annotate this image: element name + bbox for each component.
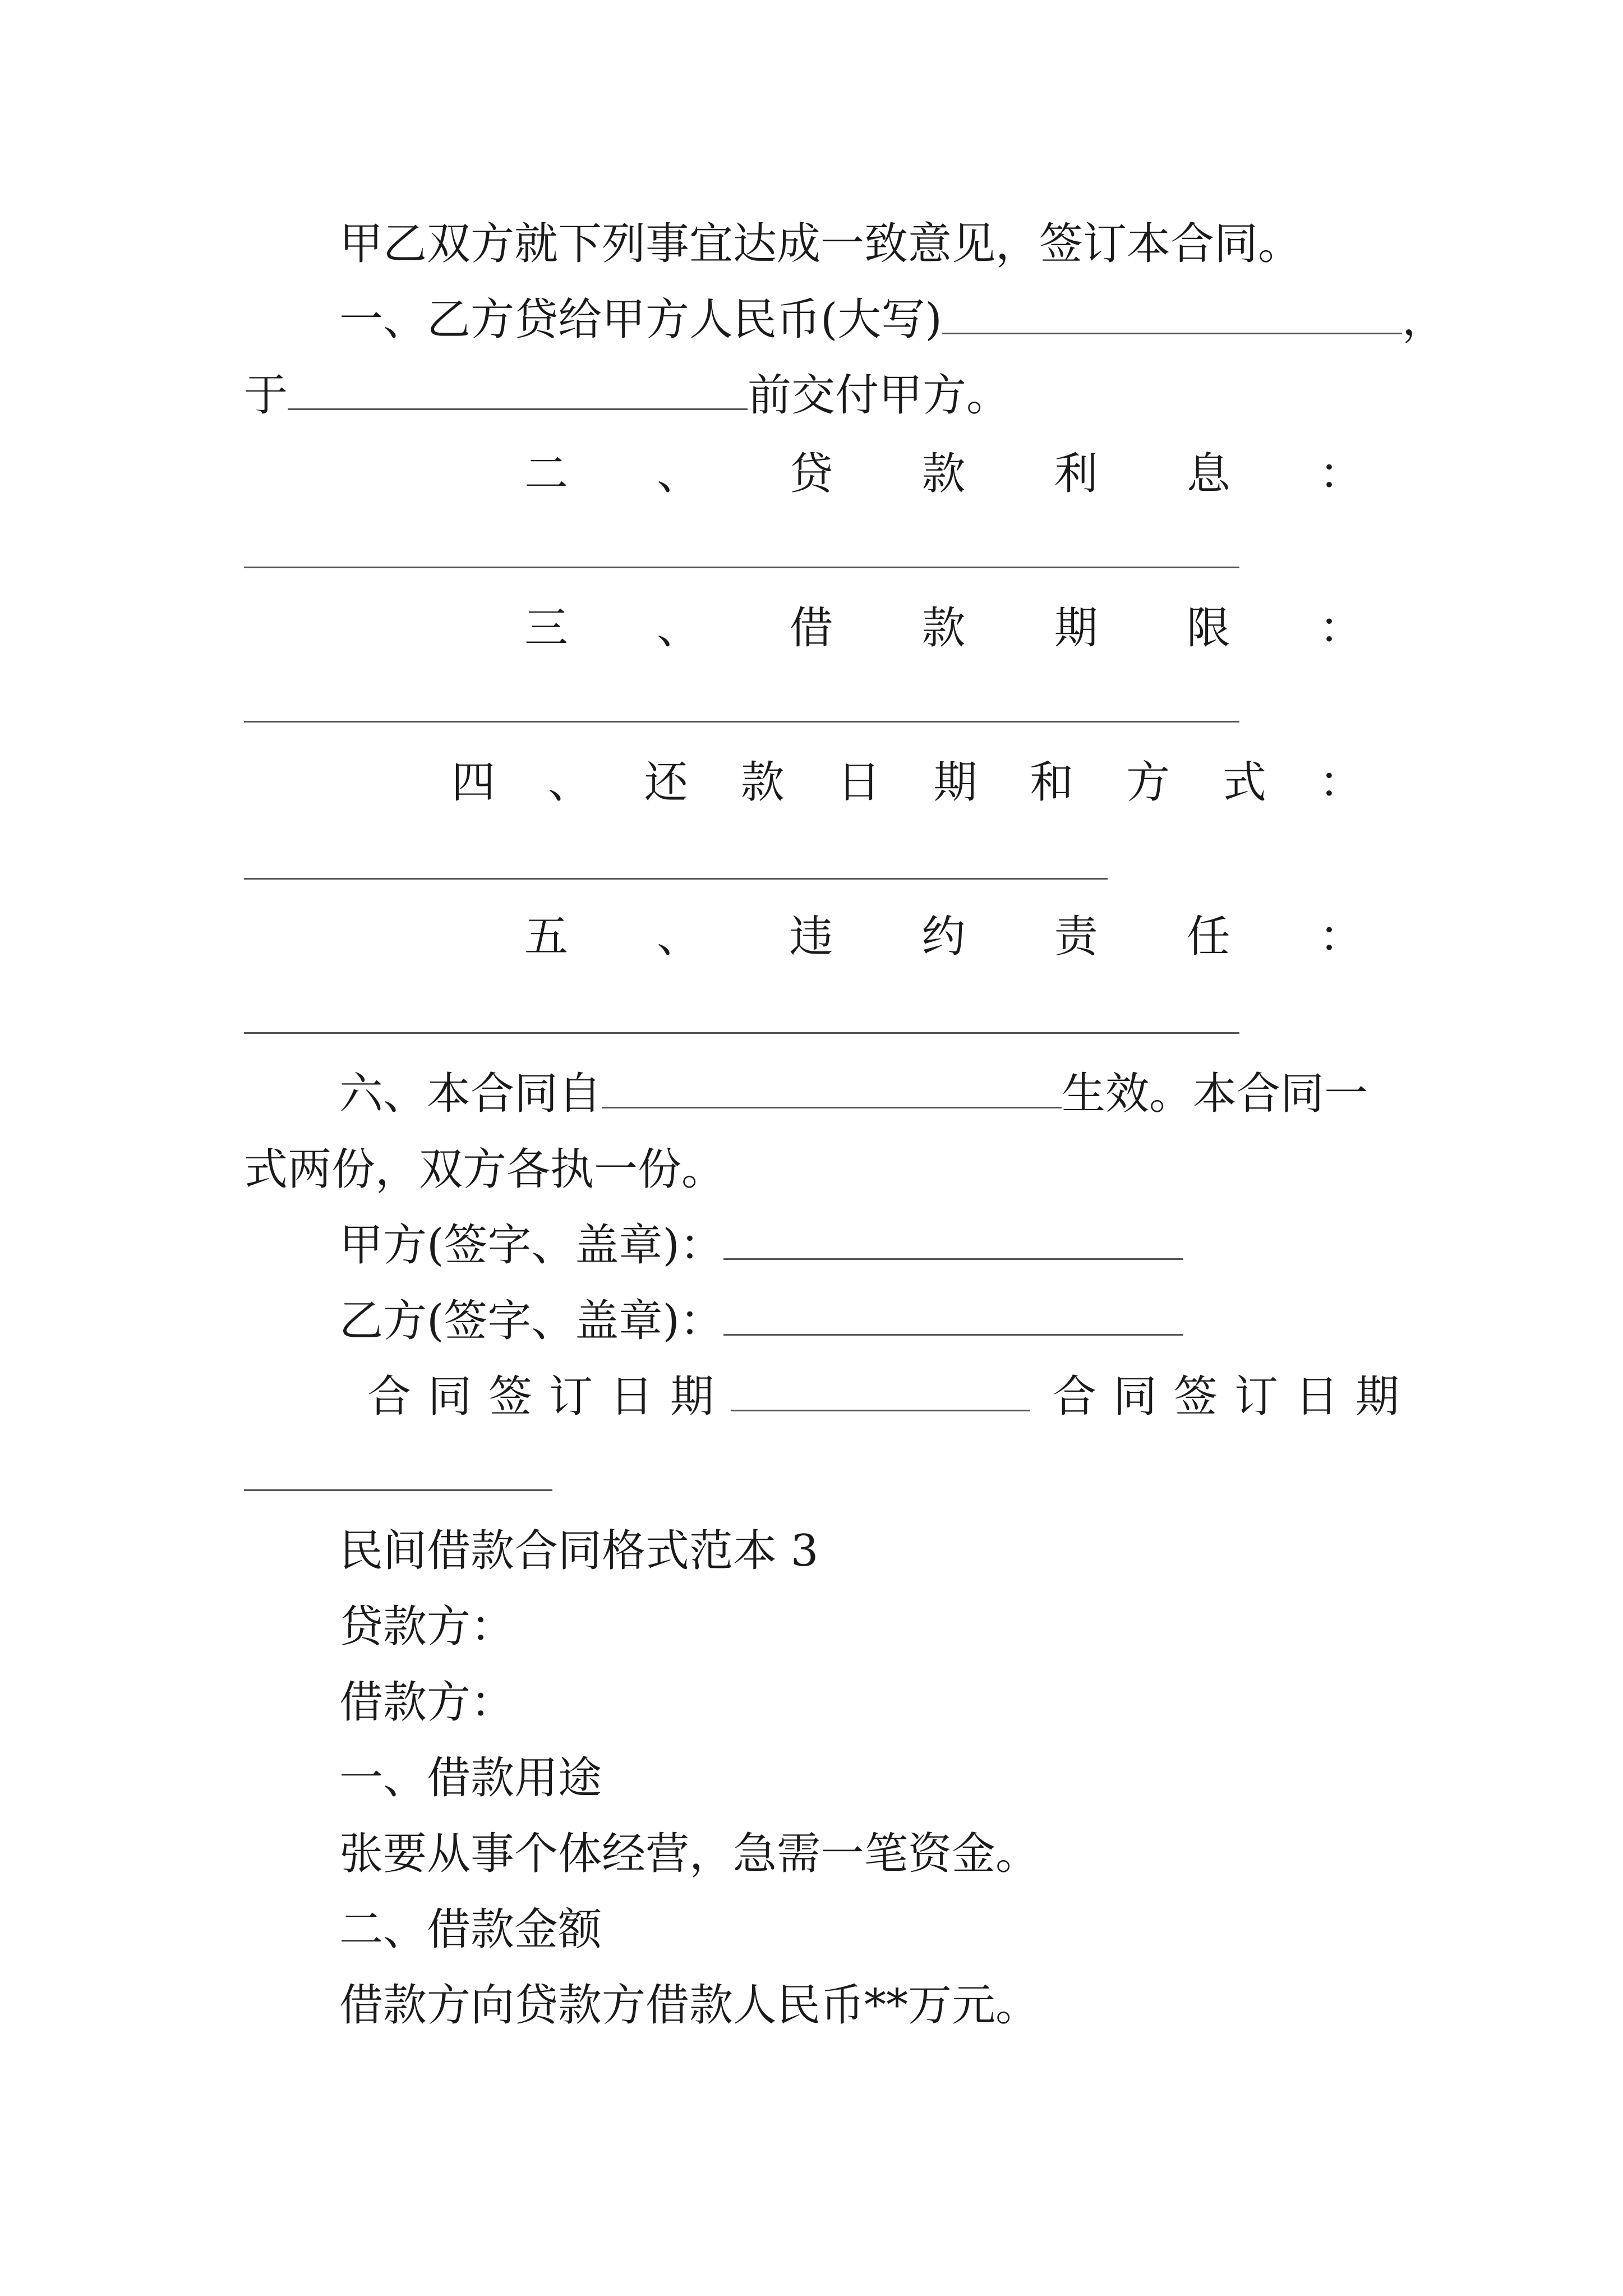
party-b-signature bbox=[339, 1293, 1183, 1349]
clause-2-heading bbox=[244, 446, 1363, 502]
clause-5-heading bbox=[244, 909, 1363, 965]
clause-1-comma: ， bbox=[1401, 295, 1446, 345]
clause-4-char: ： bbox=[1318, 757, 1363, 808]
section-2-heading-text: 二、借款金额 bbox=[339, 1904, 602, 1955]
clause-1-text: 一、乙方贷给甲方人民币(大写) bbox=[339, 295, 942, 345]
clause-2-char: 、 bbox=[657, 449, 701, 499]
section-1-body-text: 张要从事个体经营，急需一笔资金。 bbox=[339, 1829, 1040, 1879]
effective-date-blank bbox=[602, 1072, 1062, 1108]
clause-3-char: 款 bbox=[921, 603, 966, 654]
section-1-body bbox=[339, 1826, 1039, 1882]
clause-4-char: 式 bbox=[1223, 757, 1267, 808]
clause-3-char: ： bbox=[1318, 603, 1363, 654]
clause-3-blank bbox=[244, 721, 1239, 723]
amount-blank bbox=[942, 298, 1402, 334]
clause-4-char: 期 bbox=[933, 757, 978, 808]
clause-1-line-1 bbox=[339, 292, 1446, 348]
sign-date-blank-1 bbox=[731, 1375, 1030, 1411]
clause-3-char: 限 bbox=[1186, 603, 1230, 654]
clause-4-char: 方 bbox=[1126, 757, 1170, 808]
delivery-date-blank bbox=[288, 374, 748, 410]
clause-2-char: ： bbox=[1318, 449, 1363, 499]
sign-date-label-2: 合同签订日期 bbox=[1052, 1372, 1416, 1422]
template-3-title-text: 民间借款合同格式范本 3 bbox=[339, 1526, 819, 1576]
clause-4-char: 四 bbox=[451, 757, 496, 808]
clause-1-suffix: 前交付甲方。 bbox=[748, 370, 1011, 421]
borrower-label: 借款方： bbox=[339, 1677, 515, 1728]
contract-intro bbox=[339, 216, 1302, 272]
party-a-label: 甲方(签字、盖章)： bbox=[339, 1220, 723, 1271]
section-1-heading-text: 一、借款用途 bbox=[339, 1753, 602, 1803]
lender-line bbox=[339, 1599, 514, 1655]
party-b-label: 乙方(签字、盖章)： bbox=[339, 1296, 723, 1346]
clause-6-line-2 bbox=[244, 1142, 725, 1198]
clause-6-text: 六、本合同自 bbox=[339, 1069, 602, 1119]
clause-4-char: 还 bbox=[644, 757, 688, 808]
clause-2-char: 款 bbox=[921, 449, 966, 499]
clause-5-char: ： bbox=[1318, 912, 1363, 962]
sign-date-row bbox=[367, 1369, 1416, 1425]
clause-5-char: 责 bbox=[1054, 912, 1098, 962]
clause-4-char: 和 bbox=[1030, 757, 1074, 808]
clause-3-char: 期 bbox=[1054, 603, 1098, 654]
template-3-title bbox=[339, 1523, 818, 1579]
clause-4-char: 、 bbox=[547, 757, 592, 808]
party-b-sign-blank bbox=[723, 1299, 1183, 1336]
section-1-heading bbox=[339, 1750, 602, 1806]
section-2-heading bbox=[339, 1902, 602, 1958]
clause-1-line-2 bbox=[244, 367, 1010, 424]
party-a-sign-blank bbox=[723, 1223, 1183, 1260]
clause-6-line-1 bbox=[339, 1066, 1368, 1122]
sign-date-label-1: 合同签订日期 bbox=[367, 1372, 731, 1422]
clause-3-char: 三 bbox=[524, 603, 569, 654]
section-2-body-text: 借款方向贷款方借款人民币**万元。 bbox=[339, 1980, 1040, 2031]
clause-2-char: 息 bbox=[1186, 449, 1230, 499]
clause-2-char: 二 bbox=[524, 449, 569, 499]
lender-label: 贷款方： bbox=[339, 1602, 515, 1652]
clause-6-suffix: 生效。本合同一 bbox=[1062, 1069, 1368, 1119]
clause-3-heading bbox=[244, 600, 1363, 656]
clause-5-char: 五 bbox=[524, 912, 569, 962]
clause-5-char: 、 bbox=[657, 912, 701, 962]
sign-date-blank-2 bbox=[244, 1489, 552, 1491]
clause-5-char: 约 bbox=[921, 912, 966, 962]
clause-2-char: 利 bbox=[1054, 449, 1098, 499]
party-a-signature bbox=[339, 1217, 1183, 1273]
clause-4-char: 日 bbox=[837, 757, 881, 808]
clause-4-char: 款 bbox=[740, 757, 785, 808]
clause-5-char: 任 bbox=[1186, 912, 1230, 962]
clause-3-char: 、 bbox=[657, 603, 701, 654]
borrower-line bbox=[339, 1674, 514, 1731]
clause-6-text-2: 式两份，双方各执一份。 bbox=[244, 1144, 726, 1195]
clause-5-blank bbox=[244, 1032, 1239, 1034]
clause-5-char: 违 bbox=[789, 912, 833, 962]
section-2-body bbox=[339, 1977, 1039, 2033]
clause-2-blank bbox=[244, 567, 1239, 568]
clause-2-char: 贷 bbox=[789, 449, 833, 499]
clause-4-blank bbox=[244, 878, 1108, 880]
clause-3-char: 借 bbox=[789, 603, 833, 654]
intro-text: 甲乙双方就下列事宜达成一致意见，签订本合同。 bbox=[339, 219, 1302, 269]
clause-4-heading bbox=[244, 754, 1363, 811]
clause-1-prefix: 于 bbox=[244, 370, 288, 421]
